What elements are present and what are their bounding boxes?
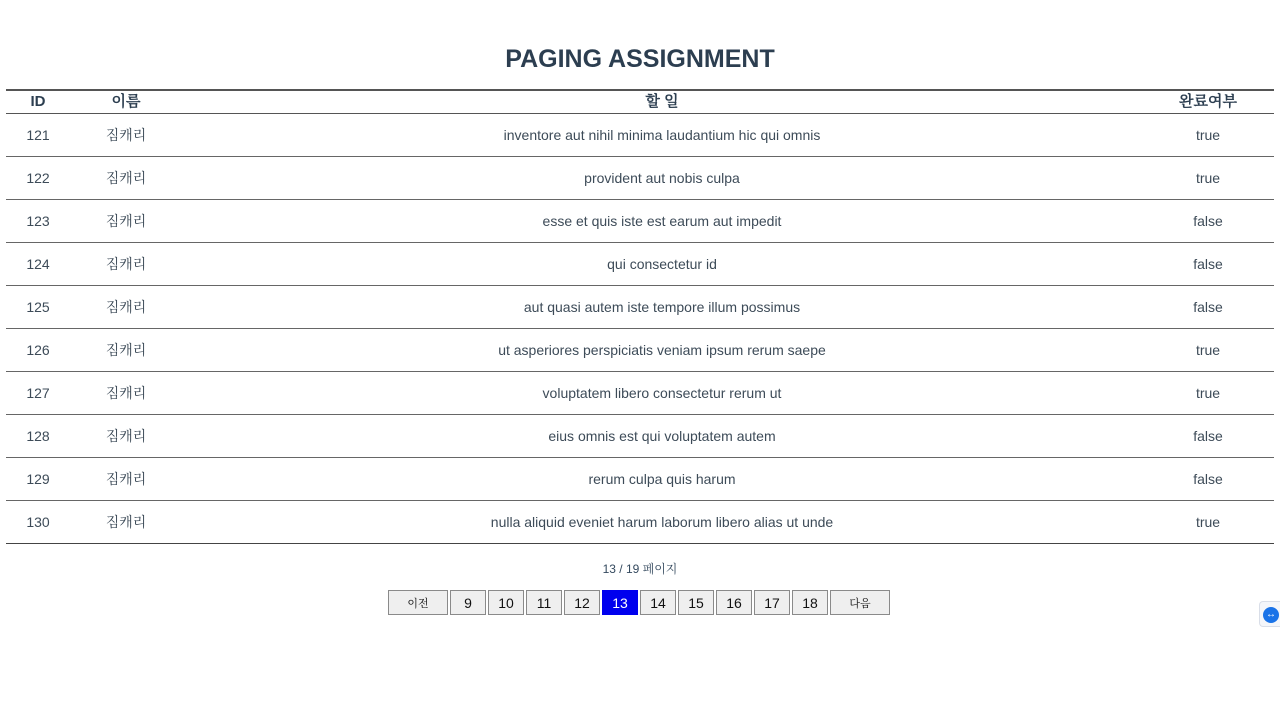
cell-name: 짐캐리	[70, 458, 182, 501]
cell-id: 123	[6, 200, 70, 243]
table-header	[6, 90, 1274, 114]
page-title: PAGING ASSIGNMENT	[505, 45, 775, 73]
cell-name: 짐캐리	[70, 200, 182, 243]
column-header-id: ID	[30, 93, 46, 110]
page-button-17[interactable]: 17	[754, 590, 790, 615]
page-button-16[interactable]: 16	[716, 590, 752, 615]
cell-id: 121	[6, 114, 70, 157]
cell-name: 짐캐리	[70, 501, 182, 544]
page-button-18[interactable]: 18	[792, 590, 828, 615]
cell-id: 127	[6, 372, 70, 415]
table-row	[6, 415, 1274, 458]
prev-button[interactable]: 이전	[388, 590, 448, 615]
column-header-task: 할 일	[645, 93, 679, 110]
page-button-10[interactable]: 10	[488, 590, 524, 615]
table-row	[6, 458, 1274, 501]
cell-done: true	[1142, 157, 1274, 200]
cell-task: voluptatem libero consectetur rerum ut	[182, 372, 1142, 415]
page-button-15[interactable]: 15	[678, 590, 714, 615]
cell-id: 122	[6, 157, 70, 200]
cell-id: 128	[6, 415, 70, 458]
table-row	[6, 372, 1274, 415]
cell-task: eius omnis est qui voluptatem autem	[182, 415, 1142, 458]
column-header-name: 이름	[111, 93, 141, 110]
next-button[interactable]: 다음	[830, 590, 890, 615]
cell-name: 짐캐리	[70, 157, 182, 200]
cell-task: provident aut nobis culpa	[182, 157, 1142, 200]
cell-name: 짐캐리	[70, 286, 182, 329]
table-body	[6, 114, 1274, 544]
page-button-14[interactable]: 14	[640, 590, 676, 615]
cell-id: 126	[6, 329, 70, 372]
page-button-13[interactable]: 13	[602, 590, 638, 615]
page-info: 13 / 19 페이지	[602, 562, 678, 576]
cell-done: true	[1142, 114, 1274, 157]
table-row	[6, 157, 1274, 200]
cell-task: inventore aut nihil minima laudantium hic qui omnis	[182, 114, 1142, 157]
cell-id: 125	[6, 286, 70, 329]
table-row	[6, 114, 1274, 157]
cell-done: true	[1142, 329, 1274, 372]
cell-done: false	[1142, 243, 1274, 286]
cell-done: true	[1142, 372, 1274, 415]
cell-task: aut quasi autem iste tempore illum possimus	[182, 286, 1142, 329]
table-row	[6, 200, 1274, 243]
side-widget-button[interactable]	[1259, 601, 1280, 627]
cell-done: false	[1142, 200, 1274, 243]
cell-task: rerum culpa quis harum	[182, 458, 1142, 501]
cell-name: 짐캐리	[70, 243, 182, 286]
header-row	[6, 90, 1274, 114]
cell-id: 124	[6, 243, 70, 286]
table-row	[6, 243, 1274, 286]
cell-name: 짐캐리	[70, 114, 182, 157]
cell-done: false	[1142, 286, 1274, 329]
cell-name: 짐캐리	[70, 415, 182, 458]
cell-done: false	[1142, 415, 1274, 458]
page-button-9[interactable]: 9	[450, 590, 486, 615]
page-button-12[interactable]: 12	[564, 590, 600, 615]
table-row	[6, 501, 1274, 544]
cell-task: nulla aliquid eveniet harum laborum libero alias ut unde	[182, 501, 1142, 544]
cell-task: qui consectetur id	[182, 243, 1142, 286]
page-number-list	[450, 590, 828, 615]
pagination	[388, 590, 890, 615]
cell-id: 130	[6, 501, 70, 544]
cell-task: ut asperiores perspiciatis veniam ipsum rerum saepe	[182, 329, 1142, 372]
cell-id: 129	[6, 458, 70, 501]
cell-done: false	[1142, 458, 1274, 501]
cell-task: esse et quis iste est earum aut impedit	[182, 200, 1142, 243]
table-row	[6, 329, 1274, 372]
column-header-done: 완료여부	[1179, 93, 1237, 110]
todo-table	[6, 89, 1274, 544]
table-row	[6, 286, 1274, 329]
cell-name: 짐캐리	[70, 329, 182, 372]
cell-done: true	[1142, 501, 1274, 544]
cell-name: 짐캐리	[70, 372, 182, 415]
page-button-11[interactable]: 11	[526, 590, 562, 615]
double-arrow-icon: ↔	[1263, 607, 1279, 623]
